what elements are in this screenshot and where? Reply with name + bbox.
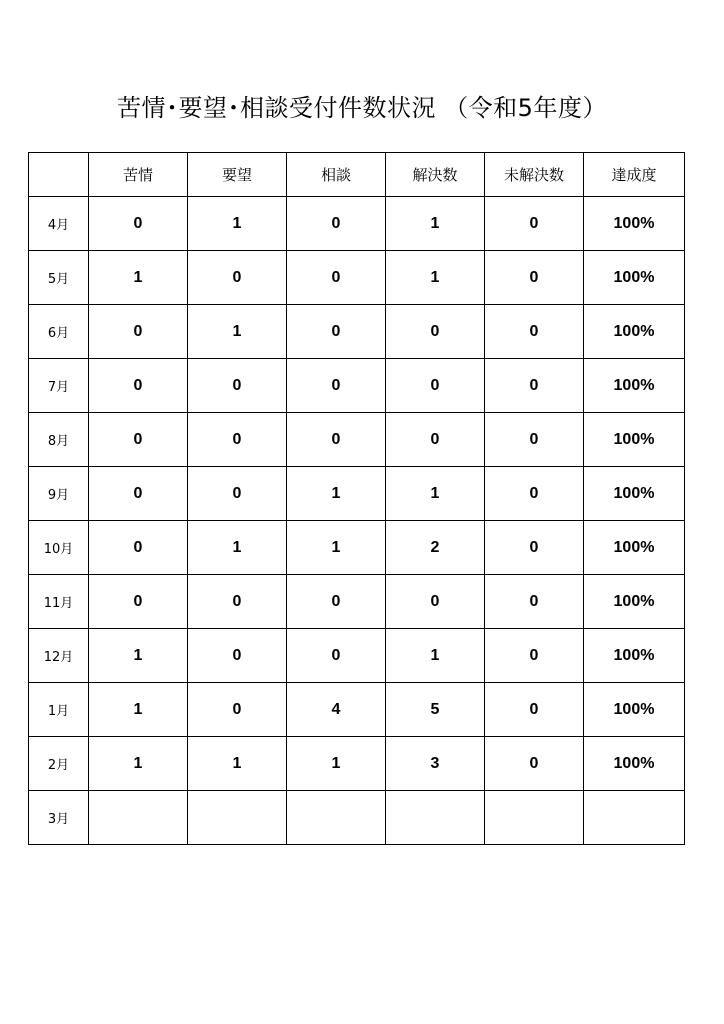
- resolved-cell: [386, 791, 485, 845]
- complaints-cell: 0: [89, 575, 188, 629]
- consultations-cell: 0: [287, 305, 386, 359]
- consultations-cell: 0: [287, 197, 386, 251]
- table-row: [29, 629, 685, 683]
- achievement-cell: [584, 791, 685, 845]
- achievement-cell: 100%: [584, 359, 685, 413]
- unresolved-cell: 0: [485, 359, 584, 413]
- month-cell: 5月: [29, 251, 89, 305]
- requests-cell: 1: [188, 197, 287, 251]
- month-cell: 8月: [29, 413, 89, 467]
- header-achievement: 達成度: [584, 153, 685, 197]
- requests-cell: [188, 791, 287, 845]
- unresolved-cell: 0: [485, 521, 584, 575]
- complaints-cell: 0: [89, 467, 188, 521]
- header-unresolved: 未解決数: [485, 153, 584, 197]
- unresolved-cell: 0: [485, 413, 584, 467]
- unresolved-cell: 0: [485, 683, 584, 737]
- header-consultations: 相談: [287, 153, 386, 197]
- requests-cell: 0: [188, 251, 287, 305]
- header-month: [29, 153, 89, 197]
- unresolved-cell: 0: [485, 737, 584, 791]
- table-row: [29, 575, 685, 629]
- table-row: [29, 683, 685, 737]
- achievement-cell: 100%: [584, 251, 685, 305]
- achievement-cell: 100%: [584, 629, 685, 683]
- requests-cell: 0: [188, 359, 287, 413]
- table-row: [29, 305, 685, 359]
- header-resolved: 解決数: [386, 153, 485, 197]
- table-row: [29, 467, 685, 521]
- month-cell: 2月: [29, 737, 89, 791]
- complaints-cell: 0: [89, 305, 188, 359]
- achievement-cell: 100%: [584, 197, 685, 251]
- consultations-cell: 0: [287, 413, 386, 467]
- month-cell: 3月: [29, 791, 89, 845]
- requests-cell: 0: [188, 413, 287, 467]
- complaints-cell: 0: [89, 413, 188, 467]
- header-row: [29, 153, 685, 197]
- unresolved-cell: 0: [485, 629, 584, 683]
- complaints-cell: 1: [89, 737, 188, 791]
- resolved-cell: 3: [386, 737, 485, 791]
- complaints-cell: 0: [89, 359, 188, 413]
- month-cell: 9月: [29, 467, 89, 521]
- achievement-cell: 100%: [584, 737, 685, 791]
- unresolved-cell: 0: [485, 197, 584, 251]
- month-cell: 4月: [29, 197, 89, 251]
- consultations-cell: [287, 791, 386, 845]
- table-row: [29, 197, 685, 251]
- table-row: [29, 251, 685, 305]
- month-cell: 10月: [29, 521, 89, 575]
- page-title: 苦情･要望･相談受付件数状況 （令和5年度）: [117, 94, 607, 122]
- header-requests: 要望: [188, 153, 287, 197]
- unresolved-cell: 0: [485, 575, 584, 629]
- achievement-cell: 100%: [584, 467, 685, 521]
- consultations-cell: 1: [287, 521, 386, 575]
- unresolved-cell: [485, 791, 584, 845]
- complaints-cell: 0: [89, 521, 188, 575]
- month-cell: 6月: [29, 305, 89, 359]
- month-cell: 11月: [29, 575, 89, 629]
- requests-cell: 0: [188, 575, 287, 629]
- consultations-cell: 1: [287, 737, 386, 791]
- complaints-cell: 1: [89, 629, 188, 683]
- resolved-cell: 0: [386, 413, 485, 467]
- resolved-cell: 0: [386, 305, 485, 359]
- requests-cell: 1: [188, 737, 287, 791]
- requests-cell: 0: [188, 683, 287, 737]
- unresolved-cell: 0: [485, 467, 584, 521]
- resolved-cell: 1: [386, 629, 485, 683]
- unresolved-cell: 0: [485, 305, 584, 359]
- consultations-cell: 0: [287, 251, 386, 305]
- resolved-cell: 5: [386, 683, 485, 737]
- table-row: [29, 737, 685, 791]
- requests-cell: 0: [188, 629, 287, 683]
- resolved-cell: 0: [386, 359, 485, 413]
- month-cell: 12月: [29, 629, 89, 683]
- resolved-cell: 1: [386, 197, 485, 251]
- consultations-cell: 0: [287, 359, 386, 413]
- consultations-cell: 4: [287, 683, 386, 737]
- resolved-cell: 1: [386, 467, 485, 521]
- achievement-cell: 100%: [584, 305, 685, 359]
- consultations-cell: 0: [287, 629, 386, 683]
- consultations-cell: 1: [287, 467, 386, 521]
- unresolved-cell: 0: [485, 251, 584, 305]
- complaints-cell: [89, 791, 188, 845]
- resolved-cell: 1: [386, 251, 485, 305]
- complaints-cell: 1: [89, 683, 188, 737]
- complaints-cell: 1: [89, 251, 188, 305]
- resolved-cell: 2: [386, 521, 485, 575]
- achievement-cell: 100%: [584, 575, 685, 629]
- month-cell: 1月: [29, 683, 89, 737]
- table-row: [29, 413, 685, 467]
- table-row: [29, 359, 685, 413]
- header-complaints: 苦情: [89, 153, 188, 197]
- consultations-cell: 0: [287, 575, 386, 629]
- complaints-cell: 0: [89, 197, 188, 251]
- requests-cell: 0: [188, 467, 287, 521]
- complaint-status-table: [28, 152, 685, 845]
- table-row: [29, 521, 685, 575]
- requests-cell: 1: [188, 305, 287, 359]
- achievement-cell: 100%: [584, 413, 685, 467]
- requests-cell: 1: [188, 521, 287, 575]
- table-row: [29, 791, 685, 845]
- month-cell: 7月: [29, 359, 89, 413]
- resolved-cell: 0: [386, 575, 485, 629]
- achievement-cell: 100%: [584, 683, 685, 737]
- achievement-cell: 100%: [584, 521, 685, 575]
